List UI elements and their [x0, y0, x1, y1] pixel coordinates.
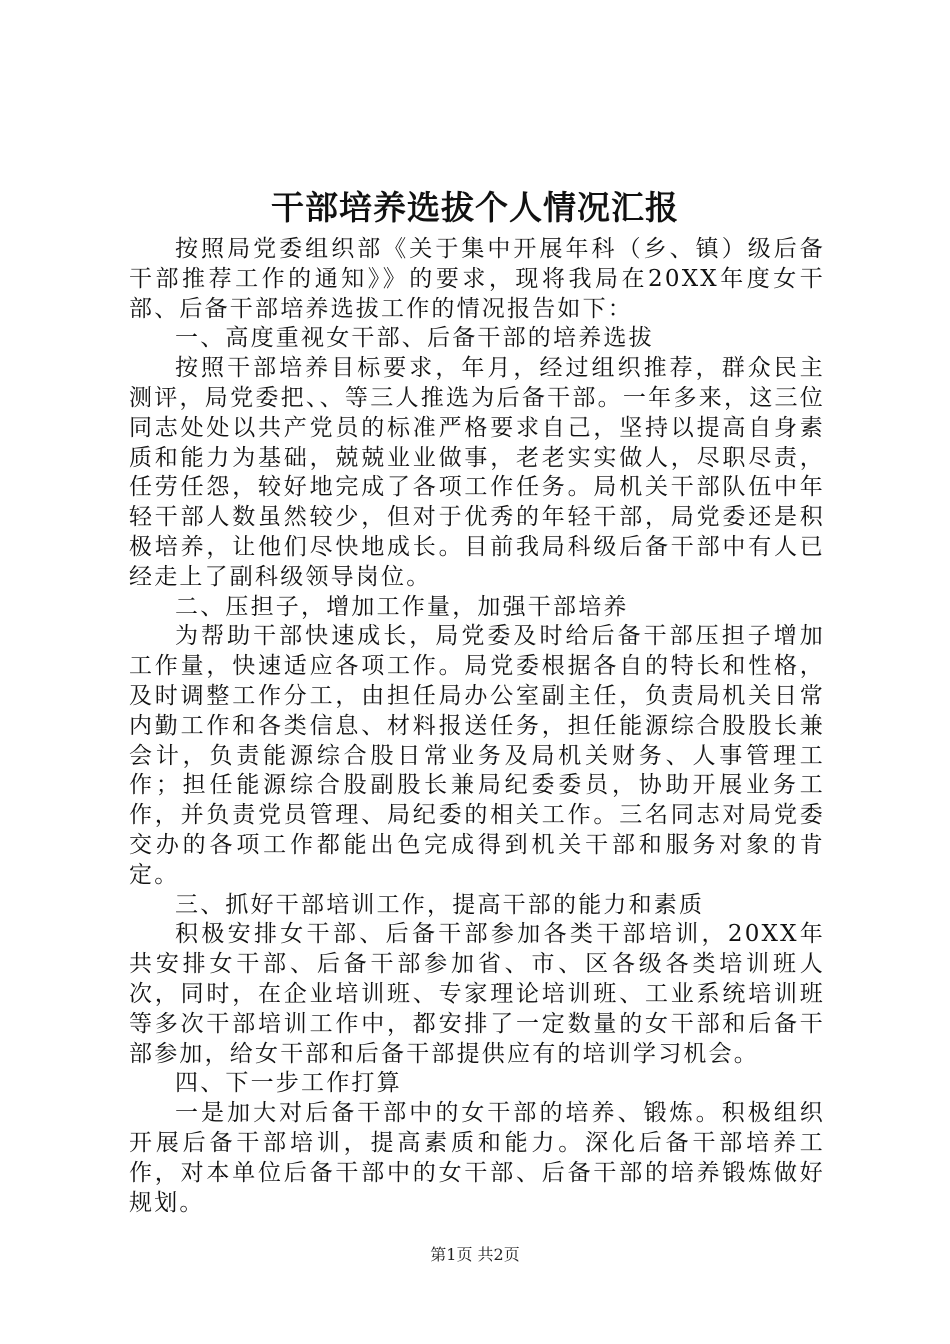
document-body — [129, 235, 825, 1218]
intro-paragraph: 按照局党委组织部《关于集中开展年科（乡、镇）级后备干部推荐工作的通知》》的要求，现将我局在20XX年度女干部、后备干部培养选拔工作的情况报告如下： — [129, 236, 825, 322]
page-footer: 第1页 共2页 — [430, 1245, 520, 1264]
section-heading-1: 一、高度重视女干部、后备干部的培养选拔 — [175, 325, 654, 352]
section-heading-3: 三、抓好干部培训工作，提高干部的能力和素质 — [175, 891, 705, 918]
section-heading-2: 二、压担子，增加工作量，加强干部培养 — [175, 593, 629, 620]
section-4-paragraph: 一是加大对后备干部中的女干部的培养、锻炼。积极组织开展后备干部培训，提高素质和能力。深化后备干部培养工作，对本单位后备干部中的女干部、后备干部的培养锻炼做好规划。 — [129, 1100, 825, 1216]
section-3-paragraph: 积极安排女干部、后备干部参加各类干部培训，20XX年共安排女干部、后备干部参加省、市、区各级各类培训班人次，同时，在企业培训班、专家理论培训班、工业系统培训班等多次干部培训工作中，都安排了一定数量的女干部和后备干部参加，给女干部和后备干部提供应有的培训学习机会。 — [129, 921, 825, 1067]
document-title: 干部培养选拔个人情况汇报 — [271, 188, 679, 227]
section-1-paragraph: 按照干部培养目标要求，年月，经过组织推荐，群众民主测评，局党委把、、等三人推选为后备干部。一年多来，这三位同志处处以共产党员的标准严格要求自己，坚持以提高自身素质和能力为基础，兢兢业业做事，老老实实做人，尽职尽责，任劳任怨，较好地完成了各项工作任务。局机关干部队伍中年轻干部人数虽然较少，但对于优秀的年轻干部，局党委还是积极培养，让他们尽快地成长。目前我局科级后备干部中有人已经走上了副科级领导岗位。 — [129, 355, 825, 590]
section-2-paragraph: 为帮助干部快速成长，局党委及时给后备干部压担子增加工作量，快速适应各项工作。局党委根据各自的特长和性格，及时调整工作分工，由担任局办公室副主任，负责局机关日常内勤工作和各类信息、材料报送任务，担任能源综合股股长兼会计，负责能源综合股日常业务及局机关财务、人事管理工作；担任能源综合股副股长兼局纪委委员，协助开展业务工作，并负责党员管理、局纪委的相关工作。三名同志对局党委交办的各项工作都能出色完成得到机关干部和服务对象的肯定。 — [129, 623, 825, 888]
section-heading-4: 四、下一步工作打算 — [175, 1070, 402, 1097]
